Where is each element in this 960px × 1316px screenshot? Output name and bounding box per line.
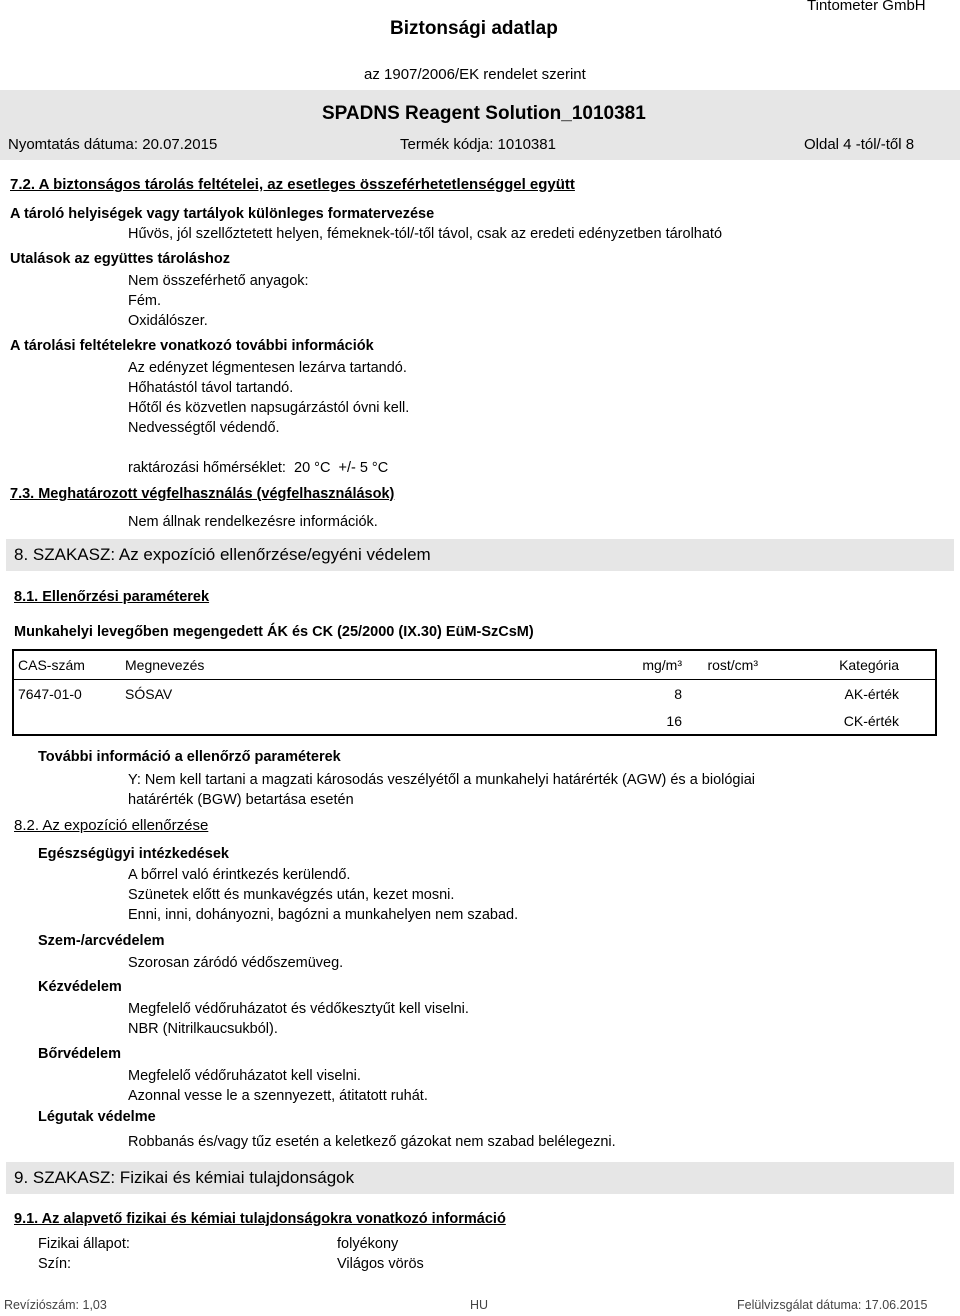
limit-fiber bbox=[686, 707, 762, 735]
skin-protection-heading: Bőrvédelem bbox=[38, 1046, 122, 1062]
eye-protection-heading: Szem-/arcvédelem bbox=[38, 933, 165, 949]
further-storage-line: Nedvességtől védendő. bbox=[128, 420, 280, 436]
eye-protection-text: Szorosan záródó védőszemüveg. bbox=[128, 955, 344, 971]
limit-category: AK-érték bbox=[844, 685, 899, 702]
substance-name: SÓSAV bbox=[125, 685, 173, 702]
section-9-1-heading: 9.1. Az alapvető fizikai és kémiai tulajdonságokra vonatkozó információ bbox=[14, 1211, 506, 1227]
col-header-name: Megnevezés bbox=[121, 650, 576, 680]
cas-number: 7647-01-0 bbox=[18, 685, 82, 702]
section-9-title: 9. SZAKASZ: Fizikai és kémiai tulajdonságok bbox=[14, 1168, 355, 1187]
review-date: Felülvizsgálat dátuma: 17.06.2015 bbox=[737, 1298, 928, 1312]
section-7-2-heading: 7.2. A biztonságos tárolás feltételei, az esetleges összeférhetetlenséggel együtt bbox=[10, 176, 575, 193]
further-storage-line: Hőhatástól távol tartandó. bbox=[128, 380, 294, 396]
section-8-2-heading: 8.2. Az expozíció ellenőrzése bbox=[14, 817, 209, 834]
skin-protection-line: Azonnal vesse le a szennyezett, átitatott ruhát. bbox=[128, 1088, 428, 1104]
physical-state-value: folyékony bbox=[337, 1236, 399, 1252]
table-row bbox=[13, 680, 936, 708]
health-measures-line: Szünetek előtt és munkavégzés után, kezet mosni. bbox=[128, 887, 455, 903]
document-title: Biztonsági adatlap bbox=[390, 18, 558, 39]
revision-number: Revíziószám: 1,03 bbox=[4, 1298, 107, 1312]
health-measures-heading: Egészségügyi intézkedések bbox=[38, 846, 229, 862]
language-code: HU bbox=[470, 1298, 489, 1312]
hand-protection-heading: Kézvédelem bbox=[38, 979, 122, 995]
company-name: Tintometer GmbH bbox=[807, 0, 926, 14]
further-storage-line: Az edényzet légmentesen lezárva tartandó. bbox=[128, 360, 407, 376]
cas-number bbox=[13, 707, 121, 735]
exposure-limits-table bbox=[12, 649, 937, 736]
joint-storage-line: Fém. bbox=[128, 293, 162, 309]
health-measures-line: Enni, inni, dohányozni, bagózni a munkahelyen nem szabad. bbox=[128, 907, 519, 923]
section-7-3-heading: 7.3. Meghatározott végfelhasználás (végfelhasználások) bbox=[10, 486, 395, 502]
section-8-title: 8. SZAKASZ: Az expozíció ellenőrzése/egyéni védelem bbox=[14, 545, 431, 564]
print-date: Nyomtatás dátuma: 20.07.2015 bbox=[8, 136, 218, 153]
joint-storage-line: Nem összeférhető anyagok: bbox=[128, 273, 309, 289]
further-params-text: Y: Nem kell tartani a magzati károsodás veszélyétől a munkahelyi határérték (AGW) és a biológiai bbox=[128, 772, 756, 788]
col-header-category: Kategória bbox=[762, 650, 936, 680]
table-row bbox=[13, 707, 936, 735]
color-value: Világos vörös bbox=[337, 1256, 424, 1272]
storage-design-text: Hűvös, jól szellőztetett helyen, fémeknek-tól/-től távol, csak az eredeti edényzetben tárolható bbox=[128, 226, 723, 242]
respiratory-protection-text: Robbanás és/vagy tűz esetén a keletkező gázokat nem szabad belélegezni. bbox=[128, 1134, 616, 1150]
further-params-heading: További információ a ellenőrző paraméterek bbox=[38, 749, 341, 765]
respiratory-protection-heading: Légutak védelme bbox=[38, 1109, 156, 1125]
substance-name bbox=[121, 707, 576, 735]
physical-state-label: Fizikai állapot: bbox=[38, 1236, 130, 1252]
joint-storage-line: Oxidálószer. bbox=[128, 313, 208, 329]
hand-protection-line: NBR (Nitrilkaucsukból). bbox=[128, 1021, 278, 1037]
hand-protection-line: Megfelelő védőruházatot és védőkesztyűt kell viselni. bbox=[128, 1001, 469, 1017]
joint-storage-heading: Utalások az együttes tároláshoz bbox=[10, 251, 230, 267]
storage-design-heading: A tároló helyiségek vagy tartályok különleges formatervezése bbox=[10, 206, 435, 222]
page-number: Oldal 4 -tól/-től 8 bbox=[804, 136, 915, 153]
further-params-text: határérték (BGW) betartása esetén bbox=[128, 792, 354, 808]
section-8-1-heading: 8.1. Ellenőrzési paraméterek bbox=[14, 589, 210, 605]
storage-temperature: raktározási hőmérséklet: 20 °C +/- 5 °C bbox=[128, 460, 389, 476]
col-header-fiber: rost/cm³ bbox=[686, 650, 762, 680]
col-header-cas: CAS-szám bbox=[13, 650, 121, 680]
product-name: SPADNS Reagent Solution_1010381 bbox=[322, 103, 646, 124]
skin-protection-line: Megfelelő védőruházatot kell viselni. bbox=[128, 1068, 361, 1084]
health-measures-line: A bőrrel való érintkezés kerülendő. bbox=[128, 867, 351, 883]
regulation-line: az 1907/2006/EK rendelet szerint bbox=[364, 66, 586, 83]
exposure-limits-heading: Munkahelyi levegőben megengedett ÁK és CK (25/2000 (IX.30) EüM-SzCsM) bbox=[14, 624, 534, 640]
limit-mgm3: 16 bbox=[666, 712, 682, 729]
limit-mgm3: 8 bbox=[674, 685, 682, 702]
table-header-row bbox=[13, 650, 936, 680]
further-storage-heading: A tárolási feltételekre vonatkozó további információk bbox=[10, 338, 374, 354]
further-storage-line: Hőtől és közvetlen napsugárzástól óvni kell. bbox=[128, 400, 410, 416]
section-7-3-text: Nem állnak rendelkezésre információk. bbox=[128, 514, 378, 530]
limit-category: CK-érték bbox=[843, 712, 899, 729]
col-header-mgm3: mg/m³ bbox=[576, 650, 686, 680]
limit-fiber bbox=[686, 680, 762, 708]
color-label: Szín: bbox=[38, 1256, 72, 1272]
product-code: Termék kódja: 1010381 bbox=[400, 136, 556, 153]
